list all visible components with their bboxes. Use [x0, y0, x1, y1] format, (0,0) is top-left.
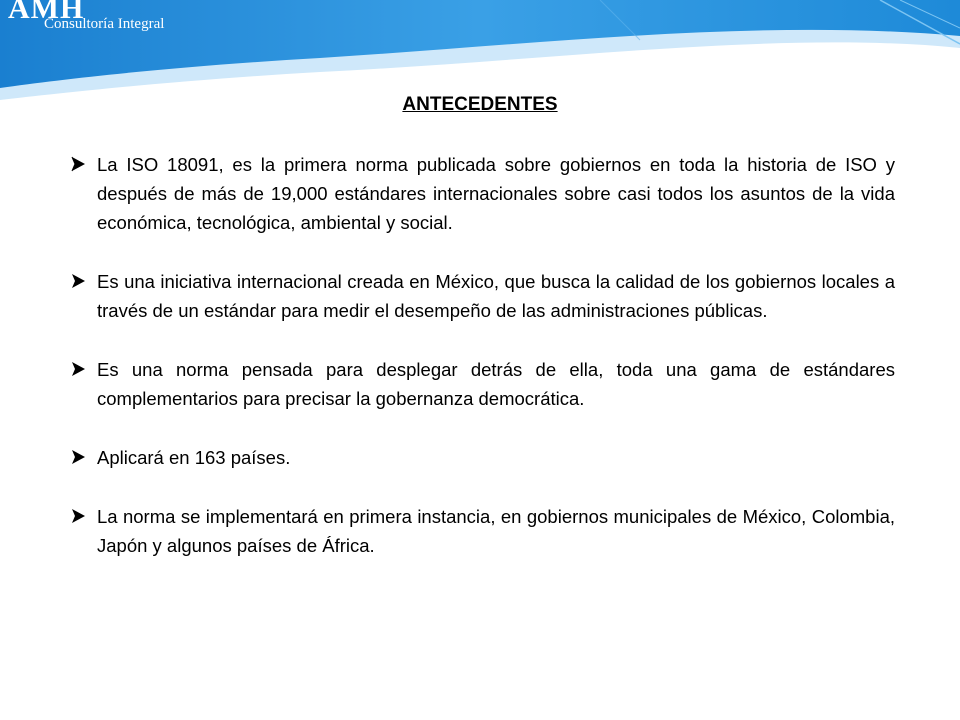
bullet-text: La norma se implementará en primera instancia, en gobiernos municipales de México, Colombia, Japón y algunos países de África.: [97, 506, 895, 556]
logo-subtitle: Consultoría Integral: [44, 16, 165, 32]
arrow-bullet-icon: [70, 156, 86, 172]
bullet-text: Es una norma pensada para desplegar detrás de ella, toda una gama de estándares complementarios para precisar la gobernanza democrática.: [97, 359, 895, 409]
arrow-bullet-icon: [70, 361, 86, 377]
company-logo: [4, 0, 174, 40]
bullet-text: Aplicará en 163 países.: [97, 447, 291, 468]
list-item: [70, 443, 895, 472]
arrow-bullet-icon: [70, 449, 86, 465]
page-title: ANTECEDENTES: [402, 94, 558, 115]
bullet-text: Es una iniciativa internacional creada en México, que busca la calidad de los gobiernos locales a través de un estándar para medir el desempeño de las administraciones públicas.: [97, 271, 895, 321]
logo-mark: AMH: [8, 0, 85, 25]
bullet-list: [70, 150, 895, 560]
list-item: [70, 502, 895, 560]
list-item: [70, 150, 895, 237]
arrow-bullet-icon: [70, 273, 86, 289]
list-item: [70, 267, 895, 325]
arrow-bullet-icon: [70, 508, 86, 524]
list-item: [70, 355, 895, 413]
bullet-text: La ISO 18091, es la primera norma publicada sobre gobiernos en toda la historia de ISO y después de más de 19,000 estándares internacionales sobre casi todos los asuntos de la vida económica, tecnológica, ambiental y social.: [97, 154, 895, 233]
